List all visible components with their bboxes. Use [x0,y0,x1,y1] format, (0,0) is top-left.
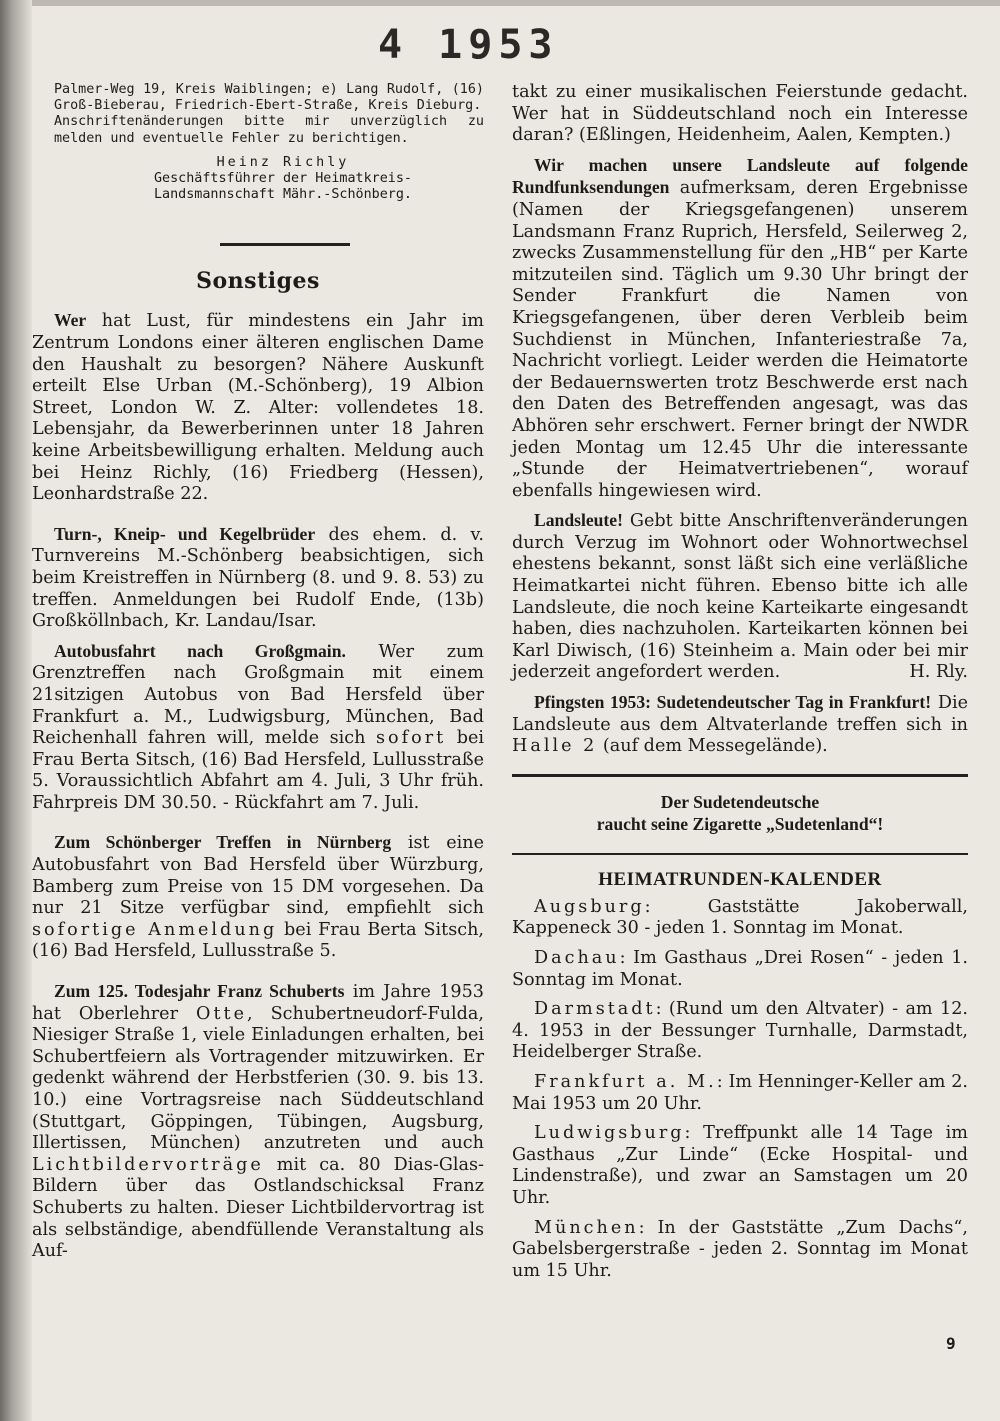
calendar-entry [512,1072,968,1115]
cigarette-ad [512,791,968,835]
article-text: bei Frau Berta Sitsch, (16) Bad Hersfeld, Lullusstraße 5. [32,919,485,962]
intro-request: Anschriftenänderungen bitte mir unverzüglich zu melden und eventuelle Fehler zu berichtigen. [54,114,484,146]
article-lead: Zum Schönberger Treffen in Nürnberg [54,832,392,853]
calendar-place: Ludwigsburg [534,1123,685,1144]
article-turnverein [32,524,484,633]
article-continued: takt zu einer musikalischen Feierstunde gedacht. Wer hat in Süddeutschland noch ein Interesse daran? (Eßlingen, Heidenheim, Aalen, Kempten.) [512,82,968,146]
article-lead: Landsleute! [534,510,623,531]
signature-name: Heinz Richly [216,154,350,170]
calendar-entry [512,1218,968,1283]
article-text: bei Frau Berta Sitsch, (16) Bad Hersfeld, Lullusstraße 5. Voraussichtlich Abfahrt am 4. Juli, 3 Uhr früh. Fahrpreis DM 30.50. - Rückfahrt am 7. Juli. [32,728,484,813]
article-text: des ehem. d. v. Turnvereins M.-Schönberg beabsichtigen, sich beim Kreistreffen in Nürnberg (8. und 9. 8. 53) zu treffen. Anmeldungen bei Rudolf Ende, (13b) Großköllnbach, Kr. Landau/Isar. [32,524,484,632]
calendar-text: : Im Henninger-Keller am 2. Mai 1953 um 20 Uhr. [512,1071,969,1114]
calendar-place: Darmstadt [534,999,656,1020]
ad-divider-top [512,774,968,777]
article-sign: H. Rly. [909,662,968,683]
emphasis-spaced: Halle 2 [512,736,598,757]
article-grossgmain [32,641,484,815]
emphasis-spaced: Lichtbildervorträge [32,1154,264,1175]
calendar-list [512,897,968,1283]
article-lead: Zum 125. Todesjahr Franz Schuberts [54,981,345,1002]
signature-block [82,155,484,204]
signature-title-2: Landsmannschaft Mähr.-Schönberg. [154,187,412,203]
calendar-text: : In der Gaststätte „Zum Dachs“, Gabelsbergerstraße - jeden 2. Sonntag im Monat um 15 Uhr. [512,1217,968,1281]
article-london [32,310,484,505]
article-text: Gebt bitte Anschriftenveränderungen durch Verzug im Wohnort oder Wohnortwechsel ehestens bekannt, sonst läßt sich eine verläßliche Heimatkartei nicht führen. Ebenso bitte ich alle Landsleute, die noch keine Karteikarte eingesandt haben, dies nachzuholen. Karteikarten können bei Karl Diwisch, (16) Steinheim a. Main oder bei mir jederzeit angefordert werden. [512,511,968,683]
article-lead: Autobusfahrt nach Großgmain. [54,640,346,661]
article-text: Wer zum Grenztreffen nach Großgmain mit einem 21sitzigen Autobus von Bad Hersfeld über Frankfurt a. M., Ludwigsburg, München, Bad Reichenhall fahren will, melde sich [32,641,484,749]
article-lead: Wer [54,310,87,331]
calendar-text: : Im Gasthaus „Drei Rosen“ - jeden 1. Sonntag im Monat. [512,948,968,990]
article-schubert [32,981,484,1263]
article-rundfunk [512,155,968,503]
article-nuernberg [32,832,484,963]
emphasis-spaced: Otte [196,1003,247,1024]
article-landsleute [512,510,968,684]
article-lead: Turn-, Kneip- und Kegelbrüder [54,523,316,544]
calendar-entry [512,999,968,1064]
article-text: mit ca. 80 Dias-Glas-Bildern über das Ostlandschicksal Franz Schuberts zu halten. Dieser Lichtbildervortrag ist als selbständige, abendfüllende Veranstaltung als Auf- [32,1154,484,1262]
calendar-place: Augsburg [534,896,645,917]
article-lead: Pfingsten 1953: Sudetendeutscher Tag in Frankfurt! [534,692,932,713]
article-pfingsten [512,692,968,758]
ad-line-2: raucht seine Zigarette „Sudetenland“! [596,813,884,834]
section-title: Sonstiges [196,268,320,295]
emphasis-spaced: sofort [375,728,447,749]
article-lead: Wir machen unsere Landsleute auf folgende Rundfunksendungen [512,154,968,198]
article-text: Die Landsleute aus dem Altvaterlande treffen sich in [512,693,968,735]
article-text: aufmerksam, deren Ergebnisse (Namen der Kriegsgefangenen) unserem Landsmann Franz Ruprich, Hersfeld, Seilerweg 2, zwecks Zusammenstellung für den „HB“ per Karte mitzuteilen sind. Täglich um 9.30 Uhr bringt der Sender Frankfurt die Namen von Kriegsgefangenen, über deren Verbleib beim Suchdienst in München, Infanteriestraße 7a, Nachricht vorliegt. Leider werden die Heimatorte der Bedauernswerten trotz Beschwerde erst nach den Daten des Betreffenden angesagt, was das Abhören sehr erschwert. Ferner bringt der NWDR jeden Montag um 12.45 Uhr die interessante „Stunde der Heimatvertriebenen“, worauf ebenfalls hingewiesen wird. [512,178,968,501]
calendar-entry [512,1123,968,1209]
calendar-text: : Gaststätte Jakoberwall, Kappeneck 30 - jeden 1. Sonntag im Monat. [512,896,968,939]
article-text: im Jahre 1953 hat Oberlehrer [32,982,485,1024]
ad-divider-bottom [512,853,968,855]
calendar-entry [512,897,968,940]
calendar-place: Dachau [534,948,620,968]
article-text: hat Lust, für mindestens ein Jahr im Zentrum Londons einer älteren englischen Dame den Haushalt zu besorgen? Nähere Auskunft erteilt Else Urban (M.-Schönberg), 19 Albion Street, London W. Z. Alter: vollendetes 18. Lebensjahr, da Bewerberinnen unter 18 Jahren keine Arbeitsbewilligung erhalten. Meldung auch bei Heinz Richly, (16) Friedberg (Hessen), Leonhardstraße 22. [32,311,484,505]
article-text: (auf dem Messegelände). [597,736,828,757]
calendar-entry [512,948,968,991]
section-divider [220,243,350,246]
emphasis-spaced: sofortige Anmeldung [32,919,278,940]
right-column [512,82,968,1290]
intro-addresses: Palmer-Weg 19, Kreis Waiblingen; e) Lang Rudolf, (16) Groß-Bieberau, Friedrich-Ebert-Straße, Kreis Dieburg. [54,82,484,114]
calendar-text: : (Rund um den Altvater) - am 12. 4. 1953 in der Bessunger Turnhalle, Darmstadt, Heidelberger Straße. [512,999,968,1063]
signature-title-1: Geschäftsführer der Heimatkreis- [154,171,412,187]
left-column [32,82,484,1271]
article-text: , Schubertneudorf-Fulda, Niesiger Straße 1, viele Einladungen erhalten, bei Schubertfeiern als Vortragender mitzuwirken. Er gedenkt während der Herbstferien (30. 9. bis 13. 10.) eine Vortragsreise nach Süddeutschland (Stuttgart, Göppingen, Tübingen, Augsburg, Illertissen, München) anzutreten und auch [32,1003,484,1154]
issue-number: 4 1953 [378,22,559,68]
binding-shadow [0,0,32,1421]
calendar-place: München [534,1217,639,1238]
calendar-text: : Treffpunkt alle 14 Tage im Gasthaus „Zur Linde“ (Ecke Hospital- und Lindenstraße), und zwar an Samstagen um 20 Uhr. [512,1123,968,1208]
article-text: ist eine Autobusfahrt von Bad Hersfeld über Würzburg, Bamberg zum Preise von 15 DM vorgesehen. Da nur 21 Sitze verfügbar sind, empfiehlt sich [32,833,484,919]
page-top-edge [0,0,1000,6]
calendar-title: HEIMATRUNDEN-KALENDER [598,868,882,890]
page-number: 9 [946,1334,956,1353]
calendar-place: Frankfurt a. M. [534,1071,717,1092]
ad-line-1: Der Sudetendeutsche [660,791,820,812]
